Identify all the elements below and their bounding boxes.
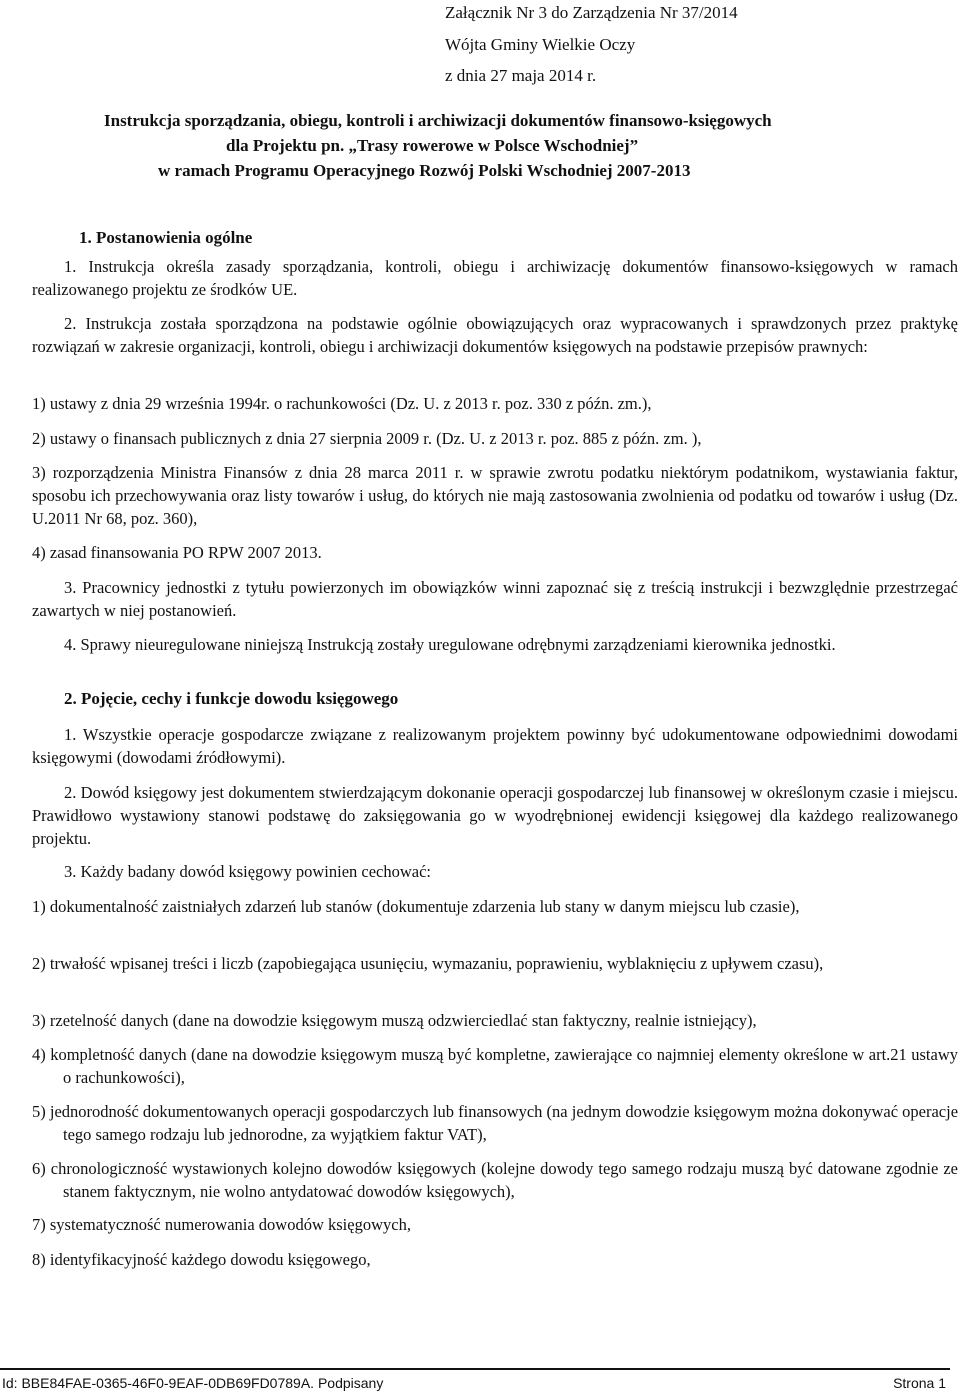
legal-basis-item-3: 3) rozporządzenia Ministra Finansów z dnia 28 marca 2011 r. w sprawie zwrotu podatku niektórym podatnikom, wystawiania faktur, sposobu ich przechowywania oraz listy towarów i usług, do których nie mają zastosowania zwolnienia od podatku od towarów i usług (Dz. U.2011 Nr 68, poz. 360), [32,463,958,528]
section-2-paragraph-3: 3. Każdy badany dowód księgowy powinien cechować: [64,862,432,881]
feature-item-1: 1) dokumentalność zaistniałych zdarzeń lub stanów (dokumentuje zdarzenia lub stany w danym miejscu lub czasie), [32,897,800,916]
section-1-paragraph-4: 4. Sprawy nieuregulowane niniejszą Instrukcją zostały uregulowane odrębnymi zarządzeniami kierownika jednostki. [64,635,836,654]
header-line-1: Załącznik Nr 3 do Zarządzenia Nr 37/2014 [445,3,738,22]
title-line-2: dla Projektu pn. „Trasy rowerowe w Polsce Wschodniej” [226,136,639,155]
feature-item-8: 8) identyfikacyjność każdego dowodu księgowego, [32,1250,371,1269]
section-1-paragraph-2: 2. Instrukcja została sporządzona na podstawie ogólnie obowiązujących oraz wypracowanych i sprawdzonych przez praktykę rozwiązań w zakresie organizacji, kontroli, obiegu i archiwizacji dokumentów księgowych na podstawie przepisów prawnych: [32,314,958,356]
feature-item-7: 7) systematyczność numerowania dowodów księgowych, [32,1215,411,1234]
legal-basis-item-4: 4) zasad finansowania PO RPW 2007 2013. [32,543,322,562]
feature-item-6: 6) chronologiczność wystawionych kolejno dowodów księgowych (kolejne dowody tego samego rodzaju muszą być datowane zgodnie ze stanem faktycznym, nie wolno antydatować dowodów księgowych), [32,1159,958,1201]
feature-item-5: 5) jednorodność dokumentowanych operacji gospodarczych lub finansowych (na jednym dowodzie księgowym można dokonywać operacje tego samego rodzaju lub jednorodne, za wyjątkiem faktur VAT), [32,1102,959,1144]
section-2-heading: 2. Pojęcie, cechy i funkcje dowodu księgowego [64,689,399,708]
header-line-2: Wójta Gminy Wielkie Oczy [445,35,636,54]
title-line-3: w ramach Programu Operacyjnego Rozwój Polski Wschodniej 2007-2013 [158,161,691,180]
title-line-1: Instrukcja sporządzania, obiegu, kontroli i archiwizacji dokumentów finansowo-księgowych [104,111,772,130]
section-1-paragraph-1: 1. Instrukcja określa zasady sporządzania, kontroli, obiegu i archiwizację dokumentów finansowo-księgowych w ramach realizowanego projektu ze środków UE. [32,257,958,299]
section-1-paragraph-3: 3. Pracownicy jednostki z tytułu powierzonych im obowiązków winni zapoznać się z treścią instrukcji i bezwzględnie przestrzegać zawartych w niej postanowień. [32,578,958,620]
feature-item-2: 2) trwałość wpisanej treści i liczb (zapobiegająca usunięciu, wymazaniu, poprawieniu, wyblaknięciu z upływem czasu), [32,954,824,973]
feature-item-4: 4) kompletność danych (dane na dowodzie księgowym muszą być kompletne, zawierające co najmniej elementy określone w art.21 ustawy o rachunkowości), [32,1045,958,1087]
legal-basis-item-2: 2) ustawy o finansach publicznych z dnia 27 sierpnia 2009 r. (Dz. U. z 2013 r. poz. 885 z późn. zm. ), [32,429,702,448]
page-number: Strona 1 [893,1375,946,1391]
header-line-3: z dnia 27 maja 2014 r. [445,66,597,85]
document-id: Id: BBE84FAE-0365-46F0-9EAF-0DB69FD0789A. Podpisany [2,1375,384,1391]
legal-basis-item-1: 1) ustawy z dnia 29 września 1994r. o rachunkowości (Dz. U. z 2013 r. poz. 330 z późn. zm.), [32,394,652,413]
section-2-paragraph-1: 1. Wszystkie operacje gospodarcze związane z realizowanym projektem powinny być udokumentowane odpowiednimi dowodami księgowymi (dowodami źródłowymi). [32,725,958,767]
section-2-paragraph-2: 2. Dowód księgowy jest dokumentem stwierdzającym dokonanie operacji gospodarczej lub finansowej w określonym czasie i miejscu. Prawidłowo wystawiony stanowi podstawę do zaksięgowania go w wyodrębnionej ewidencji księgowej dla każdego realizowanego projektu. [32,783,958,848]
footer-divider [0,1368,950,1370]
feature-item-3: 3) rzetelność danych (dane na dowodzie księgowym muszą odzwierciedlać stan faktyczny, realnie istniejący), [32,1011,757,1030]
section-1-heading: 1. Postanowienia ogólne [79,228,253,247]
